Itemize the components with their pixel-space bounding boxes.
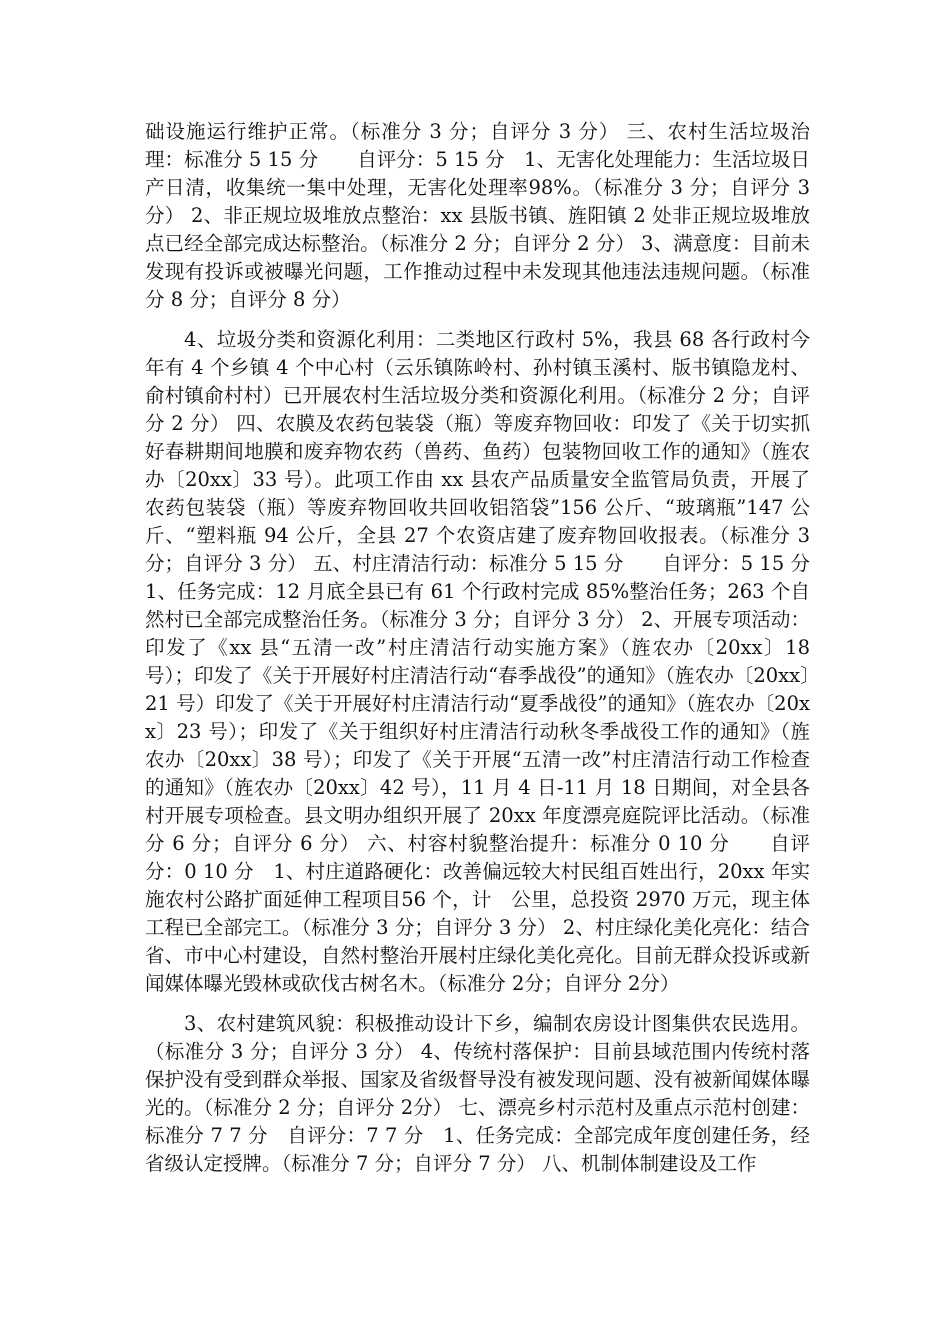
paragraph-3: 3、农村建筑风貌：积极推动设计下乡，编制农房设计图集供农民选用。（标准分 3 分；自评分 3 分） 4、传统村落保护：目前县域范围内传统村落保护没有受到群众举报、国家及省级督导没有被发现问题、没有被新闻媒体曝光的。（标准分 2 分；自评分 2分） 七、漂亮乡村示范村及重点示范村创建：标准分 7 7 分 自评分：7 7 分 1、任务完成：全部完成年度创建任务，经省级认定授牌。（标准分 7 分；自评分 7 分） 八、机制体制建设及工作: [145, 1012, 810, 1175]
paragraph-1: 础设施运行维护正常。（标准分 3 分；自评分 3 分） 三、农村生活垃圾治理：标准分 5 15 分 自评分：5 15 分 1、无害化处理能力：生活垃圾日产日清，收集统一集中处理，无害化处理率98%。（标准分 3 分；自评分 3 分） 2、非正规垃圾堆放点整治：xx 县版书镇、旌阳镇 2 处非正规垃圾堆放点已经全部完成达标整治。（标准分 2 分；自评分 2 分） 3、满意度：目前未发现有投诉或被曝光问题，工作推动过程中未发现其他违法违规问题。（标准分 8 分；自评分 8 分）: [145, 120, 810, 311]
paragraph-2: 4、垃圾分类和资源化利用：二类地区行政村 5%，我县 68 各行政村今年有 4 个乡镇 4 个中心村（云乐镇陈岭村、孙村镇玉溪村、版书镇隐龙村、俞村镇俞村村）已开展农村生活垃圾分类和资源化利用。（标准分 2 分；自评分 2 分） 四、农膜及农药包装袋（瓶）等废弃物回收：印发了《关于切实抓好春耕期间地膜和废弃物农药（兽药、鱼药）包装物回收工作的通知》（旌农办〔20xx〕33 号）。此项工作由 xx 县农产品质量安全监管局负责，开展了农药包装袋（瓶）等废弃物回收共回收铝箔袋”156 公斤、“玻璃瓶”147 公斤、“塑料瓶 94 公斤，全县 27 个农资店建了废弃物回收报表。（标准分 3 分；自评分 3 分） 五、村庄清洁行动：标准分 5 15 分 自评分：5 15 分 1、任务完成：12 月底全县已有 61 个行政村完成 85%整治任务；263 个自然村已全部完成整治任务。（标准分 3 分；自评分 3 分） 2、开展专项活动：印发了《xx 县“五清一改”村庄清洁行动实施方案》（旌农办〔20xx〕18 号）；印发了《关于开展好村庄清洁行动“春季战役”的通知》（旌农办〔20xx〕21 号）印发了《关于开展好村庄清洁行动“夏季战役”的通知》（旌农办〔20xx〕23 号）；印发了《关于组织好村庄清洁行动秋冬季战役工作的通知》（旌农办〔20xx〕38 号）；印发了《关于开展“五清一改”村庄清洁行动工作检查的通知》（旌农办〔20xx〕42 号），11 月 4 日-11 月 18 日期间，对全县各村开展专项检查。县文明办组织开展了 20xx 年度漂亮庭院评比活动。（标准分 6 分；自评分 6 分） 六、村容村貌整治提升：标准分 0 10 分 自评分：0 10 分 1、村庄道路硬化：改善偏远较大村民组百姓出行，20xx 年实施农村公路扩面延伸工程项目56 个，计 公里，总投资 2970 万元，现主体工程已全部完工。（标准分 3 分；自评分 3 分） 2、村庄绿化美化亮化：结合省、市中心村建设，自然村整治开展村庄绿化美化亮化。目前无群众投诉或新闻媒体曝光毁林或砍伐古树名木。（标准分 2分；自评分 2分）: [145, 328, 830, 995]
document-page: [145, 118, 830, 1178]
